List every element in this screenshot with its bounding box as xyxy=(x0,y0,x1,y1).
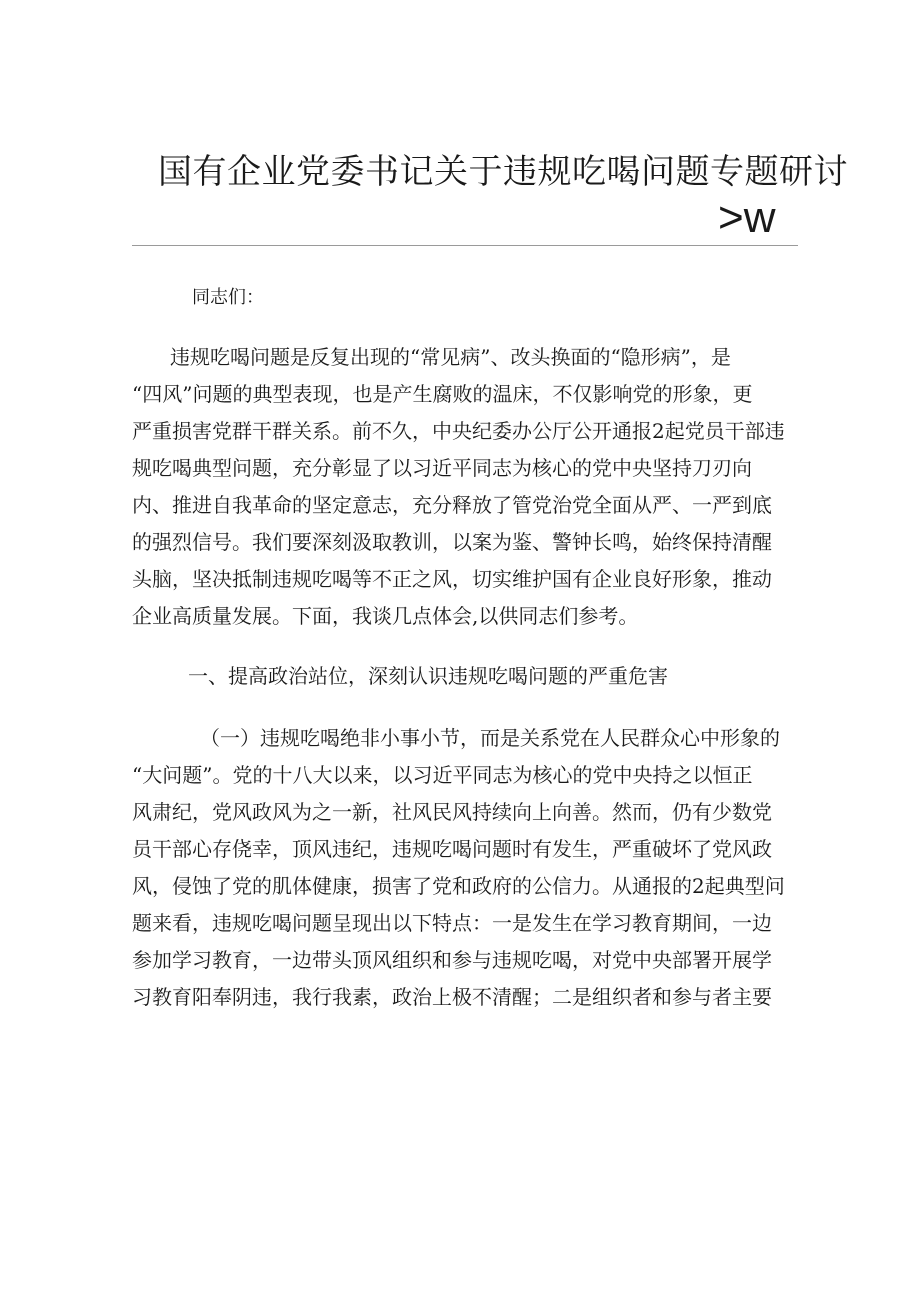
paragraph1-line: “四风”问题的典型表现，也是产生腐败的温床，不仅影响党的形象，更 xyxy=(132,382,753,406)
paragraph2-line: 参加学习教育，一边带头顶风组织和参与违规吃喝，对党中央部署开展学 xyxy=(132,948,772,972)
document-title: 国有企业党委书记关于违规吃喝问题专题研讨 xyxy=(158,152,848,192)
paragraph2-line: 员干部心存侥幸，顶风违纪，违规吃喝问题时有发生，严重破坏了党风政 xyxy=(132,837,772,861)
paragraph2-line: 风肃纪，党风政风为之一新，社风民风持续向上向善。然而，仍有少数党 xyxy=(132,800,772,824)
paragraph2-line: 习教育阳奉阴违，我行我素，政治上极不清醒；二是组织者和参与者主要 xyxy=(132,985,772,1009)
paragraph1-line: 规吃喝典型问题，充分彰显了以习近平同志为核心的党中央坚持刀刃向 xyxy=(132,456,752,480)
paragraph1-line: 严重损害党群干群关系。前不久，中央纪委办公厅公开通报2起党员干部违 xyxy=(132,419,785,443)
paragraph1-line: 头脑，坚决抵制违规吃喝等不正之风，切实维护国有企业良好形象，推动 xyxy=(132,567,772,591)
title-divider xyxy=(132,245,798,246)
paragraph1-line: 的强烈信号。我们要深刻汲取教训，以案为鉴、警钟长鸣，始终保持清醒 xyxy=(132,530,772,554)
paragraph2-line: 风，侵蚀了党的肌体健康，损害了党和政府的公信力。从通报的2起典型问 xyxy=(132,874,785,898)
paragraph1-line: 内、推进自我革命的坚定意志，充分释放了管党治党全面从严、一严到底 xyxy=(132,493,772,517)
paragraph1-line: 企业高质量发展。下面，我谈几点体会,以供同志们参考。 xyxy=(132,604,639,628)
section-heading: 一、提高政治站位，深刻认识违规吃喝问题的严重危害 xyxy=(188,664,668,688)
salutation: 同志们： xyxy=(192,287,264,308)
paragraph1-line: 违规吃喝问题是反复出现的“常见病”、改头换面的“隐形病”，是 xyxy=(170,345,731,369)
title-suffix: >w xyxy=(718,193,776,242)
paragraph2-line: “大问题”。党的十八大以来，以习近平同志为核心的党中央持之以恒正 xyxy=(132,763,753,787)
paragraph2-line: （一）违规吃喝绝非小事小节，而是关系党在人民群众心中形象的 xyxy=(200,726,780,750)
paragraph2-line: 题来看，违规吃喝问题呈现出以下特点：一是发生在学习教育期间，一边 xyxy=(132,911,772,935)
